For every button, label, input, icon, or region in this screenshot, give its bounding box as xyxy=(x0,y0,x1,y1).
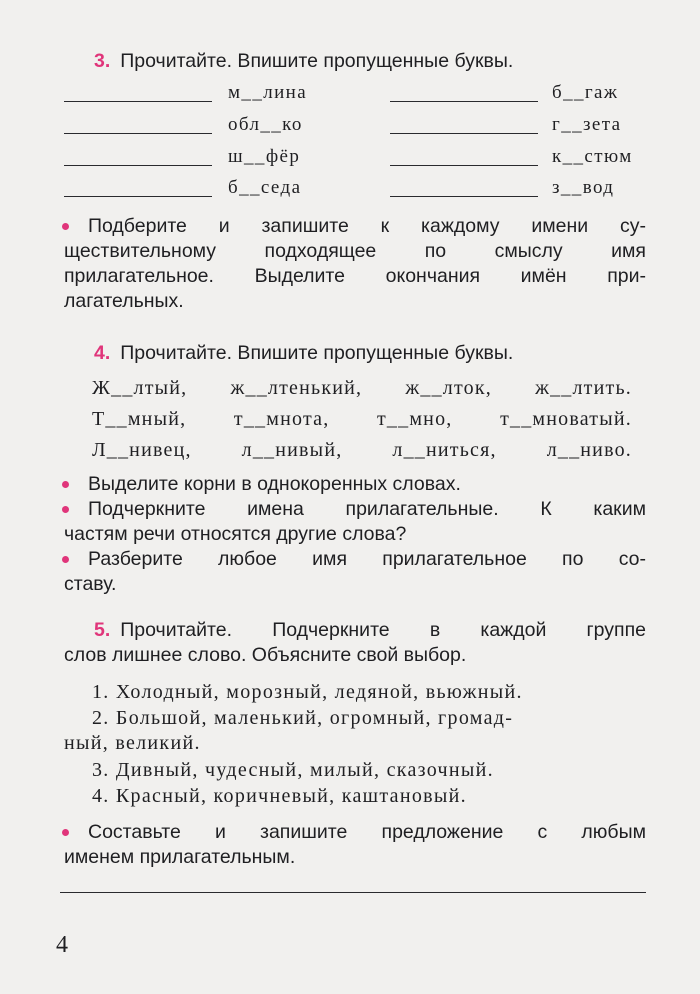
answer-blank[interactable] xyxy=(390,101,538,102)
exercise-5-instruction-line-2: слов лишнее слово. Объясните свой выбор. xyxy=(64,644,467,666)
bullet-icon xyxy=(62,481,69,488)
exercise-3-number: 3. xyxy=(94,50,111,72)
exercise-4-task-1 xyxy=(64,472,646,497)
answer-blank[interactable] xyxy=(390,196,538,197)
exercise-4-number: 4. xyxy=(94,342,111,364)
exercise-5-item-1 xyxy=(92,681,523,704)
task-line: именем прилагательным. xyxy=(64,846,296,868)
answer-blank[interactable] xyxy=(64,165,212,166)
answer-blank[interactable] xyxy=(64,133,212,134)
item-number: 4. xyxy=(92,785,110,807)
exercise-5-instruction-line-1 xyxy=(64,618,646,643)
exercise-4-task-2 xyxy=(64,497,646,547)
exercise-5-instruction: Прочитайте. Подчеркните в каждой группе xyxy=(120,619,646,641)
item-text: Дивный, чудесный, милый, сказочный. xyxy=(115,759,494,781)
item-text: Большой, маленький, огромный, громад- xyxy=(115,707,514,729)
word-left: м__лина xyxy=(228,82,308,103)
bullet-icon xyxy=(62,506,69,513)
exercise-5-task xyxy=(64,820,646,870)
item-number: 2. xyxy=(92,707,110,729)
item-number: 3. xyxy=(92,759,110,781)
task-line: лагательных. xyxy=(64,290,184,312)
exercise-3-task xyxy=(64,214,646,314)
task-line: ставу. xyxy=(64,573,117,595)
word-right: г__зета xyxy=(552,114,622,135)
task-line: Подберите и запишите к каждому имени су- xyxy=(88,215,646,237)
exercise-5-item-4 xyxy=(92,785,467,808)
answer-blank[interactable] xyxy=(64,196,212,197)
bullet-icon xyxy=(62,556,69,563)
task-line: Выделите корни в однокоренных словах. xyxy=(88,473,461,495)
exercise-3-instruction: Прочитайте. Впишите пропущенные буквы. xyxy=(120,50,514,72)
exercise-5-number: 5. xyxy=(94,619,111,641)
exercise-3-heading xyxy=(94,50,513,73)
exercise-4-heading xyxy=(94,342,513,365)
exercise-5-item-2 xyxy=(92,707,513,730)
task-line: прилагательное. Выделите окончания имён при- xyxy=(64,265,646,287)
exercise-5-item-2-continued xyxy=(64,732,201,755)
task-line: частям речи относятся другие слова? xyxy=(64,523,407,545)
exercise-4-line-2: Т__мный, т__мнота, т__мно, т__мноватый. xyxy=(92,408,632,430)
exercise-4-line-3: Л__нивец, л__нивый, л__ниться, л__ниво. xyxy=(92,439,632,461)
exercise-4-task-3 xyxy=(64,547,646,597)
task-line: Разберите любое имя прилагательное по со- xyxy=(88,548,646,570)
bullet-icon xyxy=(62,223,69,230)
fill-row-1 xyxy=(64,82,654,112)
answer-blank[interactable] xyxy=(390,165,538,166)
fill-row-3 xyxy=(64,146,654,176)
fill-row-4 xyxy=(64,177,654,207)
exercise-5-heading xyxy=(64,618,646,668)
task-line: Составьте и запишите предложение с любым xyxy=(88,821,646,843)
fill-row-2 xyxy=(64,114,654,144)
word-right: з__вод xyxy=(552,177,615,198)
word-left: ш__фёр xyxy=(228,146,301,167)
word-left: обл__ко xyxy=(228,114,303,135)
exercise-4-instruction: Прочитайте. Впишите пропущенные буквы. xyxy=(120,342,514,364)
item-text: Красный, коричневый, каштановый. xyxy=(115,785,467,807)
answer-blank[interactable] xyxy=(64,101,212,102)
writing-line[interactable] xyxy=(60,892,646,893)
item-text: Холодный, морозный, ледяной, вьюжный. xyxy=(115,681,523,703)
word-right: к__стюм xyxy=(552,146,633,167)
answer-blank[interactable] xyxy=(390,133,538,134)
word-left: б__седа xyxy=(228,177,302,198)
task-line: Подчеркните имена прилагательные. К каким xyxy=(88,498,646,520)
item-text: ный, великий. xyxy=(64,732,201,754)
task-line: ществительному подходящее по смыслу имя xyxy=(64,240,646,262)
word-right: б__гаж xyxy=(552,82,619,103)
item-number: 1. xyxy=(92,681,110,703)
exercise-4-line-1: Ж__лтый, ж__лтенький, ж__лток, ж__лтить. xyxy=(92,377,632,399)
page-number: 4 xyxy=(56,932,68,958)
bullet-icon xyxy=(62,829,69,836)
exercise-5-item-3 xyxy=(92,759,494,782)
